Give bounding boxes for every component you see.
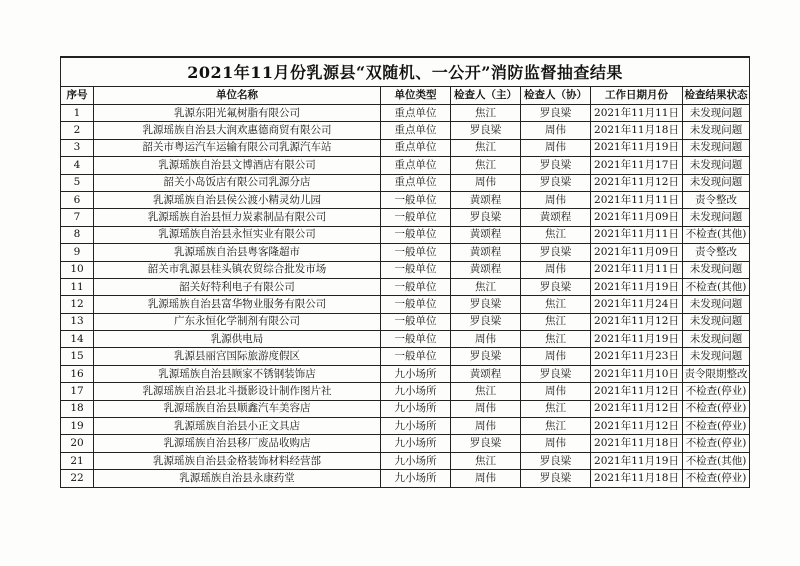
header-result-status: 检查结果状态 xyxy=(683,87,750,105)
inspector-main-cell: 焦江 xyxy=(451,278,521,295)
work-date-cell: 2021年11月12日 xyxy=(591,313,683,330)
inspector-main-cell: 焦江 xyxy=(451,139,521,156)
result-status-cell: 不检查(停业) xyxy=(683,400,750,417)
result-status-cell: 未发现问题 xyxy=(683,296,750,313)
header-unit-name: 单位名称 xyxy=(94,87,381,105)
unit-type-cell: 一般单位 xyxy=(381,348,451,365)
unit-name-cell: 乳源瑶族自治县永恒实业有限公司 xyxy=(94,226,381,243)
unit-name-cell: 乳源瑶族自治县恒力炭素制品有限公司 xyxy=(94,209,381,226)
inspector-assist-cell: 周伟 xyxy=(521,122,591,139)
serial-number-cell: 19 xyxy=(61,418,94,435)
serial-number-cell: 5 xyxy=(61,174,94,191)
title-row xyxy=(61,57,750,87)
table-row xyxy=(61,122,750,139)
serial-number-cell: 10 xyxy=(61,261,94,278)
inspector-main-cell: 黄颂程 xyxy=(451,244,521,261)
inspector-assist-cell: 焦江 xyxy=(521,313,591,330)
result-status-cell: 不检查(其他) xyxy=(683,452,750,469)
result-status-cell: 不检查(停业) xyxy=(683,435,750,452)
inspector-assist-cell: 周伟 xyxy=(521,383,591,400)
serial-number-cell: 17 xyxy=(61,383,94,400)
header-inspector-assist: 检查人（协） xyxy=(521,87,591,105)
unit-type-cell: 一般单位 xyxy=(381,244,451,261)
serial-number-cell: 11 xyxy=(61,278,94,295)
inspection-results-table-wrapper xyxy=(60,56,749,488)
unit-name-cell: 乳源供电局 xyxy=(94,331,381,348)
table-row xyxy=(61,157,750,174)
inspector-main-cell: 黄颂程 xyxy=(451,365,521,382)
table-row xyxy=(61,139,750,156)
serial-number-cell: 16 xyxy=(61,365,94,382)
unit-type-cell: 重点单位 xyxy=(381,139,451,156)
inspector-main-cell: 周伟 xyxy=(451,331,521,348)
work-date-cell: 2021年11月09日 xyxy=(591,209,683,226)
unit-type-cell: 九小场所 xyxy=(381,452,451,469)
work-date-cell: 2021年11月19日 xyxy=(591,139,683,156)
result-status-cell: 未发现问题 xyxy=(683,331,750,348)
unit-type-cell: 一般单位 xyxy=(381,296,451,313)
unit-name-cell: 韶关小岛饭店有限公司乳源分店 xyxy=(94,174,381,191)
serial-number-cell: 13 xyxy=(61,313,94,330)
inspector-main-cell: 周伟 xyxy=(451,400,521,417)
table-row xyxy=(61,418,750,435)
inspector-assist-cell: 罗良梁 xyxy=(521,244,591,261)
inspector-main-cell: 黄颂程 xyxy=(451,226,521,243)
work-date-cell: 2021年11月23日 xyxy=(591,348,683,365)
result-status-cell: 不检查(停业) xyxy=(683,418,750,435)
unit-name-cell: 乳源瑶族自治县小正文具店 xyxy=(94,418,381,435)
work-date-cell: 2021年11月12日 xyxy=(591,418,683,435)
table-row xyxy=(61,400,750,417)
unit-name-cell: 乳源瑶族自治县永康药堂 xyxy=(94,470,381,487)
unit-type-cell: 一般单位 xyxy=(381,226,451,243)
result-status-cell: 责令限期整改 xyxy=(683,365,750,382)
inspector-assist-cell: 罗良梁 xyxy=(521,105,591,122)
unit-type-cell: 一般单位 xyxy=(381,331,451,348)
unit-type-cell: 一般单位 xyxy=(381,261,451,278)
unit-name-cell: 韶关市乳源县桂头镇农贸综合批发市场 xyxy=(94,261,381,278)
unit-name-cell: 乳源瑶族自治县富华物业服务有限公司 xyxy=(94,296,381,313)
inspector-main-cell: 黄颂程 xyxy=(451,261,521,278)
inspector-assist-cell: 周伟 xyxy=(521,348,591,365)
table-row xyxy=(61,244,750,261)
inspector-assist-cell: 周伟 xyxy=(521,435,591,452)
work-date-cell: 2021年11月19日 xyxy=(591,278,683,295)
document-title: 2021年11月份乳源县“双随机、一公开”消防监督抽查结果 xyxy=(61,57,750,87)
unit-name-cell: 乳源瑶族自治县金格装饰材料经营部 xyxy=(94,452,381,469)
result-status-cell: 未发现问题 xyxy=(683,209,750,226)
serial-number-cell: 18 xyxy=(61,400,94,417)
serial-number-cell: 12 xyxy=(61,296,94,313)
result-status-cell: 未发现问题 xyxy=(683,139,750,156)
unit-type-cell: 九小场所 xyxy=(381,383,451,400)
inspector-main-cell: 罗良梁 xyxy=(451,313,521,330)
unit-name-cell: 广东永恒化学制剂有限公司 xyxy=(94,313,381,330)
inspector-assist-cell: 焦江 xyxy=(521,331,591,348)
unit-name-cell: 乳源瑶族自治县文博酒店有限公司 xyxy=(94,157,381,174)
inspector-assist-cell: 罗良梁 xyxy=(521,365,591,382)
inspector-assist-cell: 罗良梁 xyxy=(521,452,591,469)
table-row xyxy=(61,226,750,243)
unit-type-cell: 一般单位 xyxy=(381,278,451,295)
serial-number-cell: 14 xyxy=(61,331,94,348)
inspector-main-cell: 罗良梁 xyxy=(451,296,521,313)
inspector-main-cell: 周伟 xyxy=(451,470,521,487)
unit-name-cell: 乳源瑶族自治县粤客隆超市 xyxy=(94,244,381,261)
inspection-results-table xyxy=(60,56,750,488)
work-date-cell: 2021年11月24日 xyxy=(591,296,683,313)
serial-number-cell: 7 xyxy=(61,209,94,226)
table-row xyxy=(61,209,750,226)
table-row xyxy=(61,348,750,365)
work-date-cell: 2021年11月18日 xyxy=(591,122,683,139)
table-row xyxy=(61,470,750,487)
serial-number-cell: 4 xyxy=(61,157,94,174)
inspector-main-cell: 周伟 xyxy=(451,174,521,191)
result-status-cell: 未发现问题 xyxy=(683,105,750,122)
inspector-assist-cell: 罗良梁 xyxy=(521,157,591,174)
unit-name-cell: 乳源瑶族自治县移厂废品收购店 xyxy=(94,435,381,452)
unit-type-cell: 重点单位 xyxy=(381,105,451,122)
table-row xyxy=(61,105,750,122)
table-row xyxy=(61,296,750,313)
result-status-cell: 未发现问题 xyxy=(683,157,750,174)
table-row xyxy=(61,452,750,469)
work-date-cell: 2021年11月19日 xyxy=(591,452,683,469)
result-status-cell: 不检查(停业) xyxy=(683,383,750,400)
result-status-cell: 未发现问题 xyxy=(683,313,750,330)
inspector-assist-cell: 焦江 xyxy=(521,226,591,243)
serial-number-cell: 15 xyxy=(61,348,94,365)
unit-type-cell: 九小场所 xyxy=(381,418,451,435)
inspector-main-cell: 黄颂程 xyxy=(451,191,521,208)
header-row xyxy=(61,87,750,105)
work-date-cell: 2021年11月10日 xyxy=(591,365,683,382)
inspector-main-cell: 罗良梁 xyxy=(451,122,521,139)
inspector-assist-cell: 焦江 xyxy=(521,296,591,313)
unit-type-cell: 九小场所 xyxy=(381,470,451,487)
serial-number-cell: 2 xyxy=(61,122,94,139)
header-unit-type: 单位类型 xyxy=(381,87,451,105)
result-status-cell: 不检查(其他) xyxy=(683,226,750,243)
work-date-cell: 2021年11月18日 xyxy=(591,435,683,452)
unit-name-cell: 乳源瑶族自治县北斗摄影设计制作图片社 xyxy=(94,383,381,400)
inspector-main-cell: 罗良梁 xyxy=(451,209,521,226)
unit-name-cell: 乳源东阳光氟树脂有限公司 xyxy=(94,105,381,122)
table-row xyxy=(61,383,750,400)
unit-type-cell: 重点单位 xyxy=(381,122,451,139)
work-date-cell: 2021年11月11日 xyxy=(591,226,683,243)
serial-number-cell: 6 xyxy=(61,191,94,208)
inspector-assist-cell: 焦江 xyxy=(521,400,591,417)
table-row xyxy=(61,174,750,191)
serial-number-cell: 22 xyxy=(61,470,94,487)
result-status-cell: 责令整改 xyxy=(683,191,750,208)
result-status-cell: 未发现问题 xyxy=(683,174,750,191)
result-status-cell: 责令整改 xyxy=(683,244,750,261)
table-row xyxy=(61,331,750,348)
work-date-cell: 2021年11月17日 xyxy=(591,157,683,174)
unit-type-cell: 一般单位 xyxy=(381,313,451,330)
unit-name-cell: 韶关好特利电子有限公司 xyxy=(94,278,381,295)
unit-type-cell: 重点单位 xyxy=(381,174,451,191)
work-date-cell: 2021年11月11日 xyxy=(591,191,683,208)
inspector-main-cell: 焦江 xyxy=(451,383,521,400)
result-status-cell: 未发现问题 xyxy=(683,348,750,365)
unit-name-cell: 乳源瑶族自治县大润欢惠德商贸有限公司 xyxy=(94,122,381,139)
work-date-cell: 2021年11月12日 xyxy=(591,174,683,191)
table-row xyxy=(61,435,750,452)
serial-number-cell: 9 xyxy=(61,244,94,261)
table-body xyxy=(61,105,750,488)
unit-name-cell: 乳源瑶族自治县顾家不锈钢装饰店 xyxy=(94,365,381,382)
header-inspector-main: 检查人（主） xyxy=(451,87,521,105)
header-serial-number: 序号 xyxy=(61,87,94,105)
table-row xyxy=(61,313,750,330)
unit-type-cell: 九小场所 xyxy=(381,435,451,452)
inspector-main-cell: 周伟 xyxy=(451,418,521,435)
table-row xyxy=(61,191,750,208)
unit-name-cell: 韶关市粤运汽车运输有限公司乳源汽车站 xyxy=(94,139,381,156)
unit-name-cell: 乳源县丽宫国际旅游度假区 xyxy=(94,348,381,365)
unit-type-cell: 重点单位 xyxy=(381,157,451,174)
unit-name-cell: 乳源瑶族自治县顺鑫汽车美容店 xyxy=(94,400,381,417)
work-date-cell: 2021年11月12日 xyxy=(591,383,683,400)
unit-type-cell: 一般单位 xyxy=(381,209,451,226)
unit-name-cell: 乳源瑶族自治县侯公渡小精灵幼儿园 xyxy=(94,191,381,208)
unit-type-cell: 九小场所 xyxy=(381,365,451,382)
result-status-cell: 不检查(停业) xyxy=(683,470,750,487)
work-date-cell: 2021年11月09日 xyxy=(591,244,683,261)
work-date-cell: 2021年11月11日 xyxy=(591,261,683,278)
inspector-main-cell: 罗良梁 xyxy=(451,435,521,452)
result-status-cell: 不检查(其他) xyxy=(683,278,750,295)
table-row xyxy=(61,365,750,382)
work-date-cell: 2021年11月11日 xyxy=(591,105,683,122)
work-date-cell: 2021年11月19日 xyxy=(591,331,683,348)
unit-type-cell: 一般单位 xyxy=(381,191,451,208)
table-row xyxy=(61,278,750,295)
work-date-cell: 2021年11月12日 xyxy=(591,400,683,417)
result-status-cell: 未发现问题 xyxy=(683,261,750,278)
work-date-cell: 2021年11月18日 xyxy=(591,470,683,487)
inspector-assist-cell: 焦江 xyxy=(521,418,591,435)
inspector-assist-cell: 周伟 xyxy=(521,191,591,208)
serial-number-cell: 21 xyxy=(61,452,94,469)
result-status-cell: 未发现问题 xyxy=(683,122,750,139)
inspector-assist-cell: 周伟 xyxy=(521,139,591,156)
inspector-assist-cell: 周伟 xyxy=(521,261,591,278)
inspector-assist-cell: 罗良梁 xyxy=(521,278,591,295)
inspector-assist-cell: 罗良梁 xyxy=(521,174,591,191)
table-row xyxy=(61,261,750,278)
inspector-assist-cell: 罗良梁 xyxy=(521,470,591,487)
serial-number-cell: 3 xyxy=(61,139,94,156)
inspector-main-cell: 焦江 xyxy=(451,157,521,174)
serial-number-cell: 1 xyxy=(61,105,94,122)
serial-number-cell: 8 xyxy=(61,226,94,243)
inspector-main-cell: 罗良梁 xyxy=(451,348,521,365)
inspector-assist-cell: 黄颂程 xyxy=(521,209,591,226)
unit-type-cell: 九小场所 xyxy=(381,400,451,417)
inspector-main-cell: 焦江 xyxy=(451,452,521,469)
serial-number-cell: 20 xyxy=(61,435,94,452)
inspector-main-cell: 焦江 xyxy=(451,105,521,122)
header-work-date: 工作日期月份 xyxy=(591,87,683,105)
